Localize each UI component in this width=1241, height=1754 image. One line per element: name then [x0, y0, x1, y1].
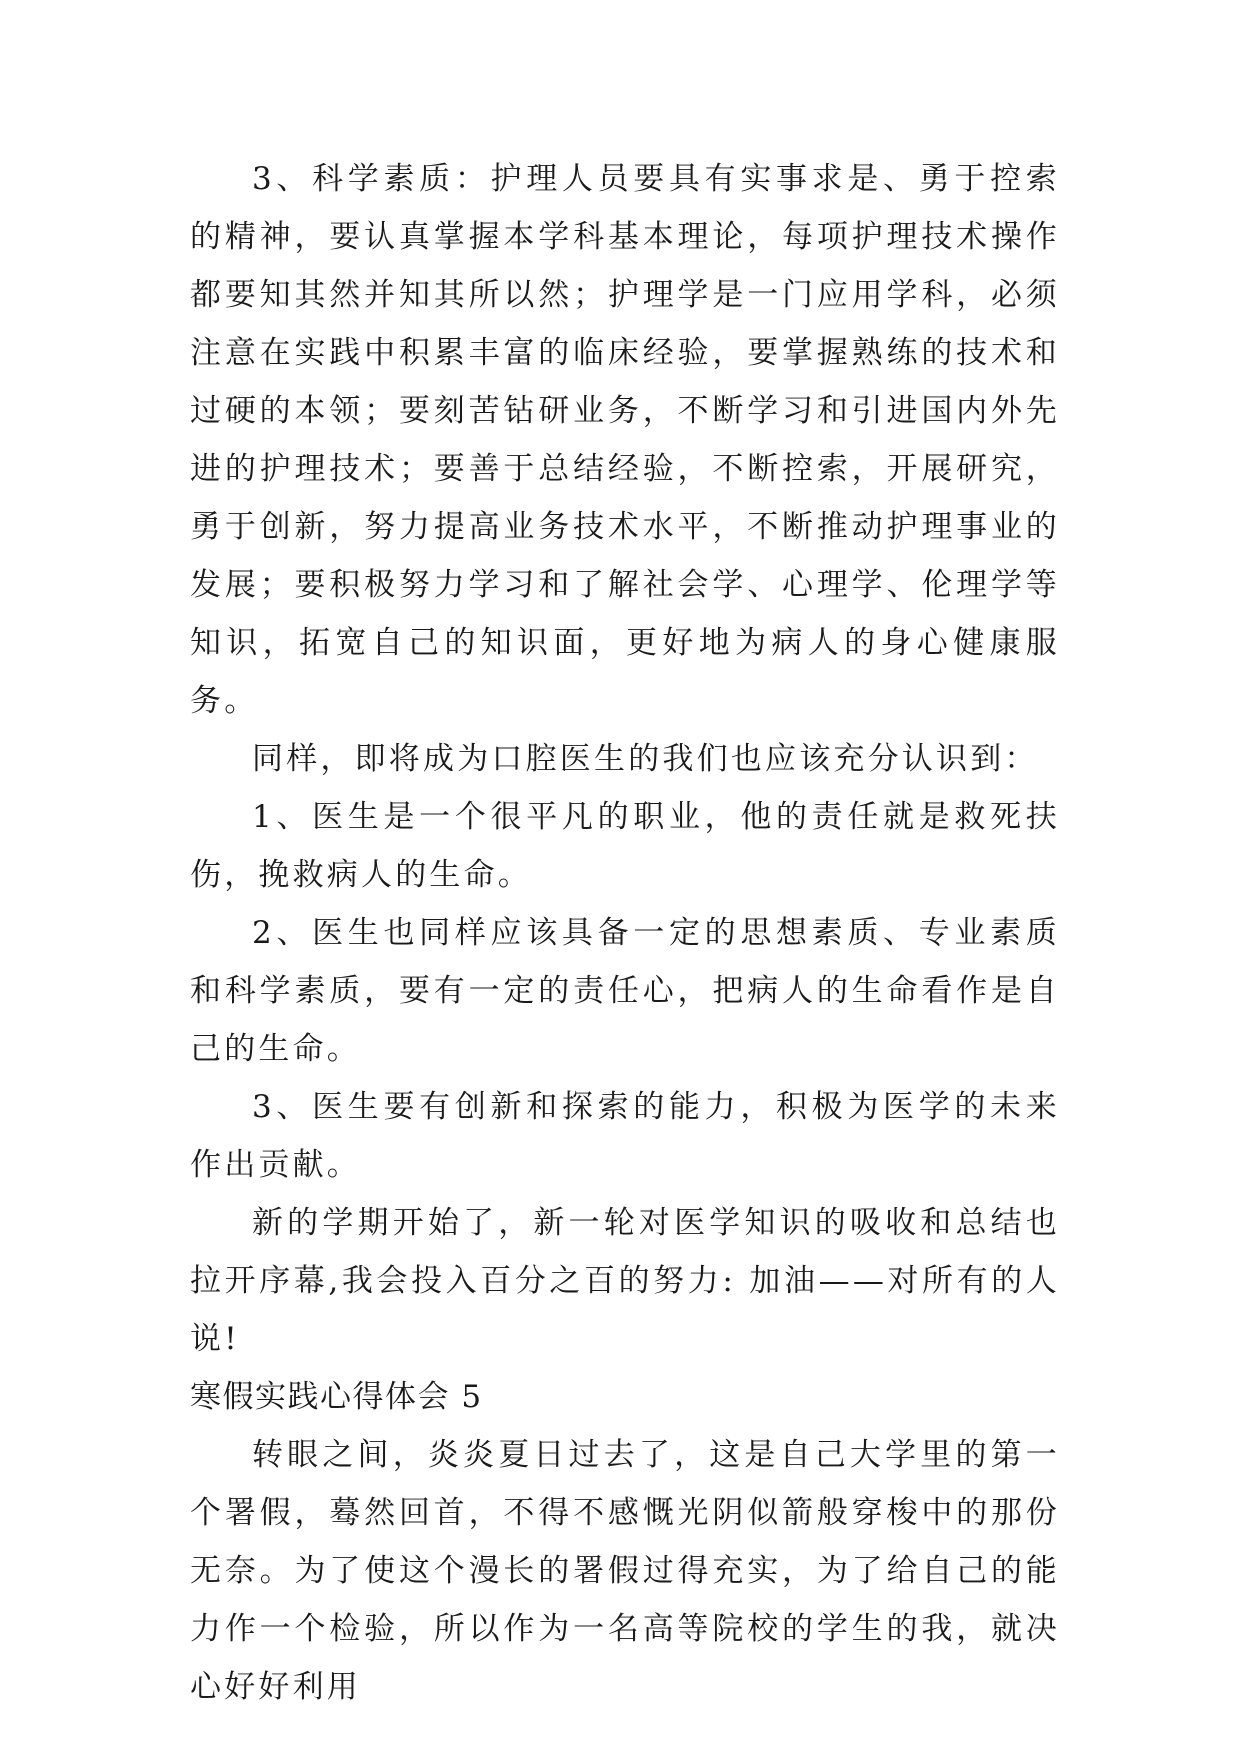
paragraph-summer-intro: 转眼之间，炎炎夏日过去了，这是自己大学里的第一个署假，蓦然回首，不得不感慨光阴似箭般穿梭中的那份无奈。为了使这个漫长的署假过得充实，为了给自己的能力作一个检验，所以作为一名高等院校的学生的我，就决心好好利用: [190, 1437, 1060, 1705]
paragraph-point-1: 1、医生是一个很平凡的职业，他的责任就是救死扶伤，挽救病人的生命。: [190, 799, 1060, 893]
paragraph-dentist-intro: 同样，即将成为口腔医生的我们也应该充分认识到：: [252, 741, 1039, 777]
paragraph-point-2: 2、医生也同样应该具备一定的思想素质、专业素质和科学素质，要有一定的责任心，把病人的生命看作是自己的生命。: [190, 915, 1060, 1067]
paragraph-point-3: 3、医生要有创新和探索的能力，积极为医学的未来作出贡献。: [190, 1089, 1060, 1183]
paragraph-new-semester: 新的学期开始了，新一轮对医学知识的吸收和总结也拉开序幕,我会投入百分之百的努力: 加油——对所有的人说!: [190, 1205, 1060, 1357]
document-body: [190, 150, 1060, 1716]
paragraph-science-quality: 3、科学素质：护理人员要具有实事求是、勇于控索的精神，要认真掌握本学科基本理论，每项护理技术操作都要知其然并知其所以然；护理学是一门应用学科，必须注意在实践中积累丰富的临床经验，要掌握熟练的技术和过硬的本领；要刻苦钻研业务，不断学习和引进国内外先进的护理技术；要善于总结经验，不断控索，开展研究，勇于创新，努力提高业务技术水平，不断推动护理事业的发展；要积极努力学习和了解社会学、心理学、伦理学等知识，拓宽自己的知识面，更好地为病人的身心健康服务。: [190, 161, 1060, 719]
section-heading: 寒假实践心得体会 5: [190, 1379, 483, 1415]
